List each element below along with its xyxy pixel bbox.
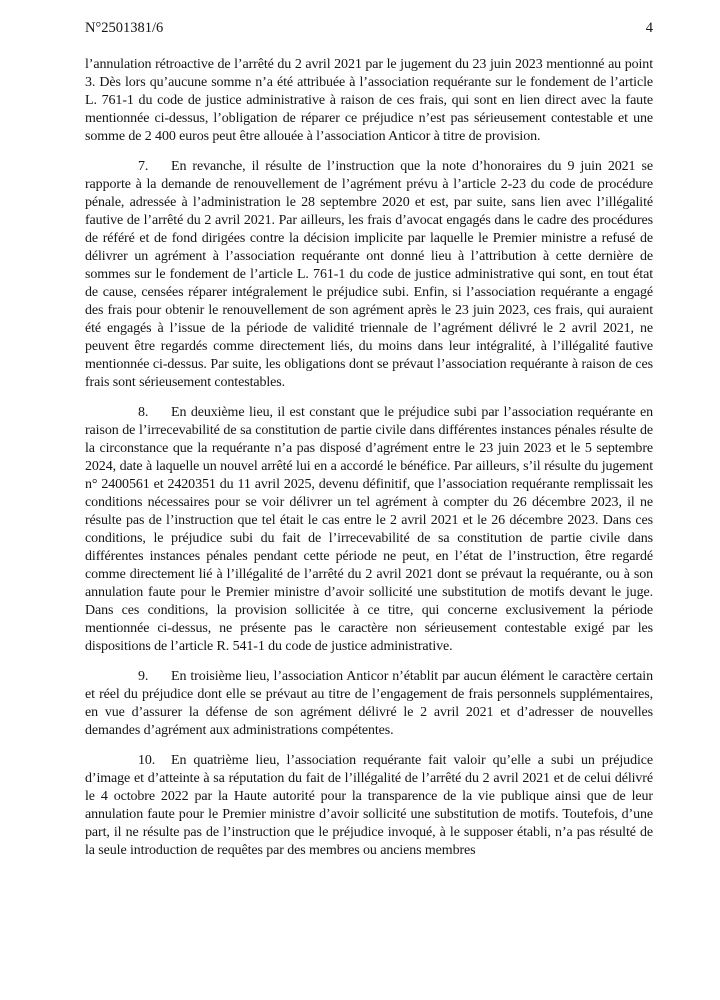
- paragraph-9-text: En troisième lieu, l’association Anticor n’établit par aucun élément le caractère certain et réel du préjudice dont elle se prévaut au titre de l’engagement de frais personnels supplémentaires, en vue d’assurer la défense de son agrément délivré le 2 avril 2021 et d’adresser de nouvelles demandes d’agrément aux administrations compétentes.: [85, 669, 653, 738]
- page-header: [85, 19, 653, 37]
- paragraph-7-number: 7.: [138, 159, 149, 174]
- paragraph-9: [85, 668, 653, 740]
- paragraph-8-text: En deuxième lieu, il est constant que le préjudice subi par l’association requérante en raison de l’irrecevabilité de sa constitution de partie civile dans différentes instances pénales résulte de la circonstance que la requérante n’a pas disposé d’agrément entre le 23 juin 2023 et le 5 septembre 2024, date à laquelle un nouvel arrêté lui en a accordé le bénéfice. Par ailleurs, s’il résulte du jugement n° 2400561 et 2420351 du 11 avril 2025, devenu définitif, que l’association requérante remplissait les conditions nécessaires pour se voir délivrer un tel agrément à compter du 26 décembre 2023, il ne résulte pas de l’instruction que tel était le cas entre le 2 avril 2021 et le 26 décembre 2023. Dans ces conditions, le préjudice subi du fait de l’irrecevabilité de sa constitution de partie civile dans différentes instances pénales pendant cette période ne peut, en l’état de l’instruction, être regardé comme directement lié à l’illégalité de l’arrêté du 2 avril 2021 dont se prévaut la requérante, ou à son annulation faute pour le Premier ministre d’avoir sollicité une substitution de motifs devant le juge. Dans ces conditions, la provision sollicitée à ce titre, qui concerne exclusivement la période mentionnée ci-dessus, ne présente pas le caractère non sérieusement contestable exigé par les dispositions de l’article R. 541-1 du code de justice administrative.: [85, 405, 653, 654]
- paragraph-10-text: En quatrième lieu, l’association requérante fait valoir qu’elle a subi un préjudice d’image et d’atteinte à sa réputation du fait de l’illégalité de l’arrêté du 2 avril 2021 et de celui délivré le 4 octobre 2022 par la Haute autorité pour la transparence de la vie publique ainsi que de leur annulation faute pour le Premier ministre d’avoir sollicité une substitution de motifs. Toutefois, d’une part, il ne résulte pas de l’instruction que le préjudice invoqué, à le supposer établi, n’a pas résulté de la seule introduction de requêtes par des membres ou anciens membres: [85, 753, 653, 858]
- paragraph-10: [85, 752, 653, 860]
- paragraph-9-number: 9.: [138, 669, 149, 684]
- page-number: 4: [645, 20, 653, 36]
- paragraph-10-number: 10.: [138, 753, 156, 768]
- document-body: [85, 56, 653, 860]
- paragraph-8-number: 8.: [138, 405, 149, 420]
- paragraph-7: [85, 158, 653, 392]
- paragraph-7-text: En revanche, il résulte de l’instruction que la note d’honoraires du 9 juin 2021 se rapporte à la demande de renouvellement de l’agrément prévu à l’article 2-23 du code de procédure pénale, adressée à l’administration le 28 septembre 2020 et est, par suite, sans lien avec l’illégalité fautive de l’arrêté du 2 avril 2021. Par ailleurs, les frais d’avocat engagés dans le cadre des procédures de référé et de fond dirigées contre la décision implicite par laquelle le Premier ministre a refusé de délivrer un agrément à l’association requérante ont donné lieu à l’attribution à cette dernière de sommes sur le fondement de l’article L. 761-1 du code de justice administrative qui sont, en tout état de cause, censées réparer intégralement le préjudice subi. Enfin, si l’association requérante a engagé des frais pour obtenir le renouvellement de son agrément après le 23 juin 2023, ces frais, qui auraient été engagés à l’issue de la période de validité triennale de l’agrément délivré le 2 avril 2021, ne peuvent être regardés comme directement liés, du moins dans leur intégralité, à l’illégalité fautive mentionnée ci-dessus. Par suite, les obligations dont se prévaut l’association requérante à raison de ces frais sont sérieusement contestables.: [85, 159, 653, 390]
- paragraph-continuation: l’annulation rétroactive de l’arrêté du 2 avril 2021 par le jugement du 23 juin 2023 mentionné au point 3. Dès lors qu’aucune somme n’a été attribuée à l’association requérante sur le fondement de l’article L. 761-1 du code de justice administrative à raison de ces frais, qui sont en lien direct avec la faute mentionnée ci-dessus, l’obligation de réparer ce préjudice n’est pas sérieusement contestable et une somme de 2 400 euros peut être allouée à l’association Anticor à titre de provision.: [85, 57, 653, 144]
- case-number: N°2501381/6: [85, 20, 164, 36]
- paragraph-8: [85, 404, 653, 656]
